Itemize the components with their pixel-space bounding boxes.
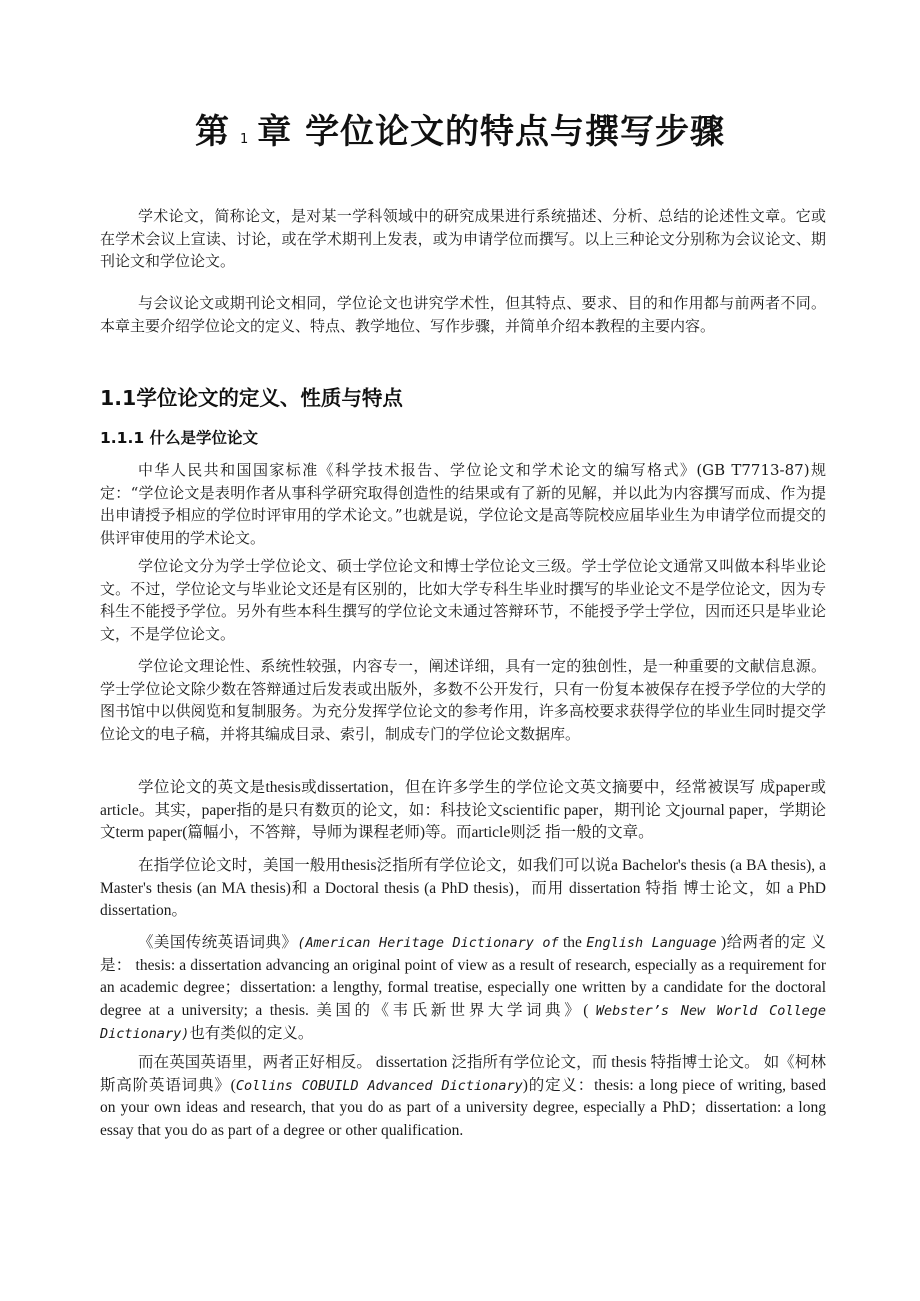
body-paragraph: 学位论文理论性、系统性较强，内容专一，阐述详细，具有一定的独创性，是一种重要的文献信息源。学士学位论文除少数在答辩通过后发表或出版外，多数不公开发行，只有一份复本被保存在授予学位的大学的图书馆中以供阅览和复制服务。为充分发挥学位论文的参考作用，许多高校要求获得学位的毕业生同时提交学位论文的电子稿，并将其编成目录、索引，制成专门的学位论文数据库。 — [100, 657, 826, 744]
body-paragraph: 中华人民共和国国家标准《科学技术报告、学位论文和学术论文的编写格式》(GB T7713-87)规定：“学位论文是表明作者从事科学研究取得创造性的结果或有了新的见解，并以此为内容撰写而成、作为提出申请授予相应的学位时评审用的学术论文。”也就是说，学位论文是高等院校应届毕业生为申请学位而提交的供评审使用的学术论文。 — [100, 461, 826, 548]
dictionary-name-article: the — [562, 934, 582, 951]
chapter-prefix: 第 — [194, 112, 230, 152]
body-paragraph: 学位论文分为学士学位论文、硕士学位论文和博士学位论文三级。学士学位论文通常又叫做本科毕业论文。不过，学位论文与毕业论文还是有区别的，比如大学专科生毕业时撰写的毕业论文不是学位论文，因为专科生不能授予学位。另外有些本科生撰写的学位论文未通过答辩环节，不能授予学士学位，因而还只是毕业论文，不是学位论文。 — [100, 557, 826, 644]
chapter-suffix: 章 — [257, 112, 293, 152]
dictionary-name-en: English Language — [586, 935, 717, 951]
dictionary-name-en: (American Heritage Dictionary of — [297, 935, 559, 951]
chapter-title — [0, 104, 920, 153]
definition-text: )的定义：thesis: a long piece of writing, based on your own ideas and research, that you do as part of a university degree, especially a PhD；dissertation: a long essay that you do as part of a degree or other qualification. — [100, 1076, 826, 1140]
definition-text: 而在英国英语里，两者正好相反。 dissertation 泛指所有学位论文，而 thesis 特指博士论文。 如《柯林斯高阶英语词典》( — [100, 1054, 826, 1094]
dictionary-name-en: Webster’s New World College Dictionary) — [100, 1003, 827, 1042]
dictionary-name-en: Collins COBUILD Advanced Dictionary — [235, 1077, 523, 1094]
definition-text: 也有类似的定义。 — [189, 1024, 314, 1042]
definition-text: )给两者的定 义是： thesis: a dissertation advancing an original point of view as a result of research, especially as a requirement for an academic degree；dissertation: a lengthy, formal treatise, especially one written by a candidate for the doctoral degree at a university; a thesis. 美国的《韦氏新世界大学词典》( — [100, 934, 827, 1020]
body-paragraph: 学位论文的英文是thesis或dissertation，但在许多学生的学位论文英文摘要中，经常被误写 成paper或article。其实，paper指的是只有数页的论文，如：科技论文scientific paper，期刊论 文journal paper，学期论文term paper(篇幅小，不答辩，导师为课程老师)等。而article则泛 指一般的文章。 — [100, 779, 826, 842]
subsection-heading: 1.1.1 什么是学位论文 — [100, 429, 259, 447]
dictionary-name-cn: 《美国传统英语词典》 — [138, 934, 298, 951]
body-paragraph — [100, 1052, 826, 1143]
body-paragraph: 在指学位论文时，美国一般用thesis泛指所有学位论文，如我们可以说a Bachelor's thesis (a BA thesis), a Master's thesis (an MA thesis)和 a Doctoral thesis (a PhD thesis)，而用 dissertation 特指 博士论文，如 a PhD dissertation。 — [100, 857, 826, 920]
section-heading: 1.1学位论文的定义、性质与特点 — [100, 386, 403, 410]
intro-paragraph: 与会议论文或期刊论文相同，学位论文也讲究学术性，但其特点、要求、目的和作用都与前两者不同。本章主要介绍学位论文的定义、特点、教学地位、写作步骤，并简单介绍本教程的主要内容。 — [100, 294, 826, 335]
chapter-number: 1 — [239, 132, 250, 147]
intro-paragraph: 学术论文，简称论文，是对某一学科领域中的研究成果进行系统描述、分析、总结的论述性文章。它或在学术会议上宣读、讨论，或在学术期刊上发表，或为申请学位而撰写。以上三种论文分别称为会议论文、期刊论文和学位论文。 — [100, 207, 826, 271]
chapter-title-text: 学位论文的特点与撰写步骤 — [305, 112, 726, 152]
body-paragraph — [100, 932, 826, 1046]
